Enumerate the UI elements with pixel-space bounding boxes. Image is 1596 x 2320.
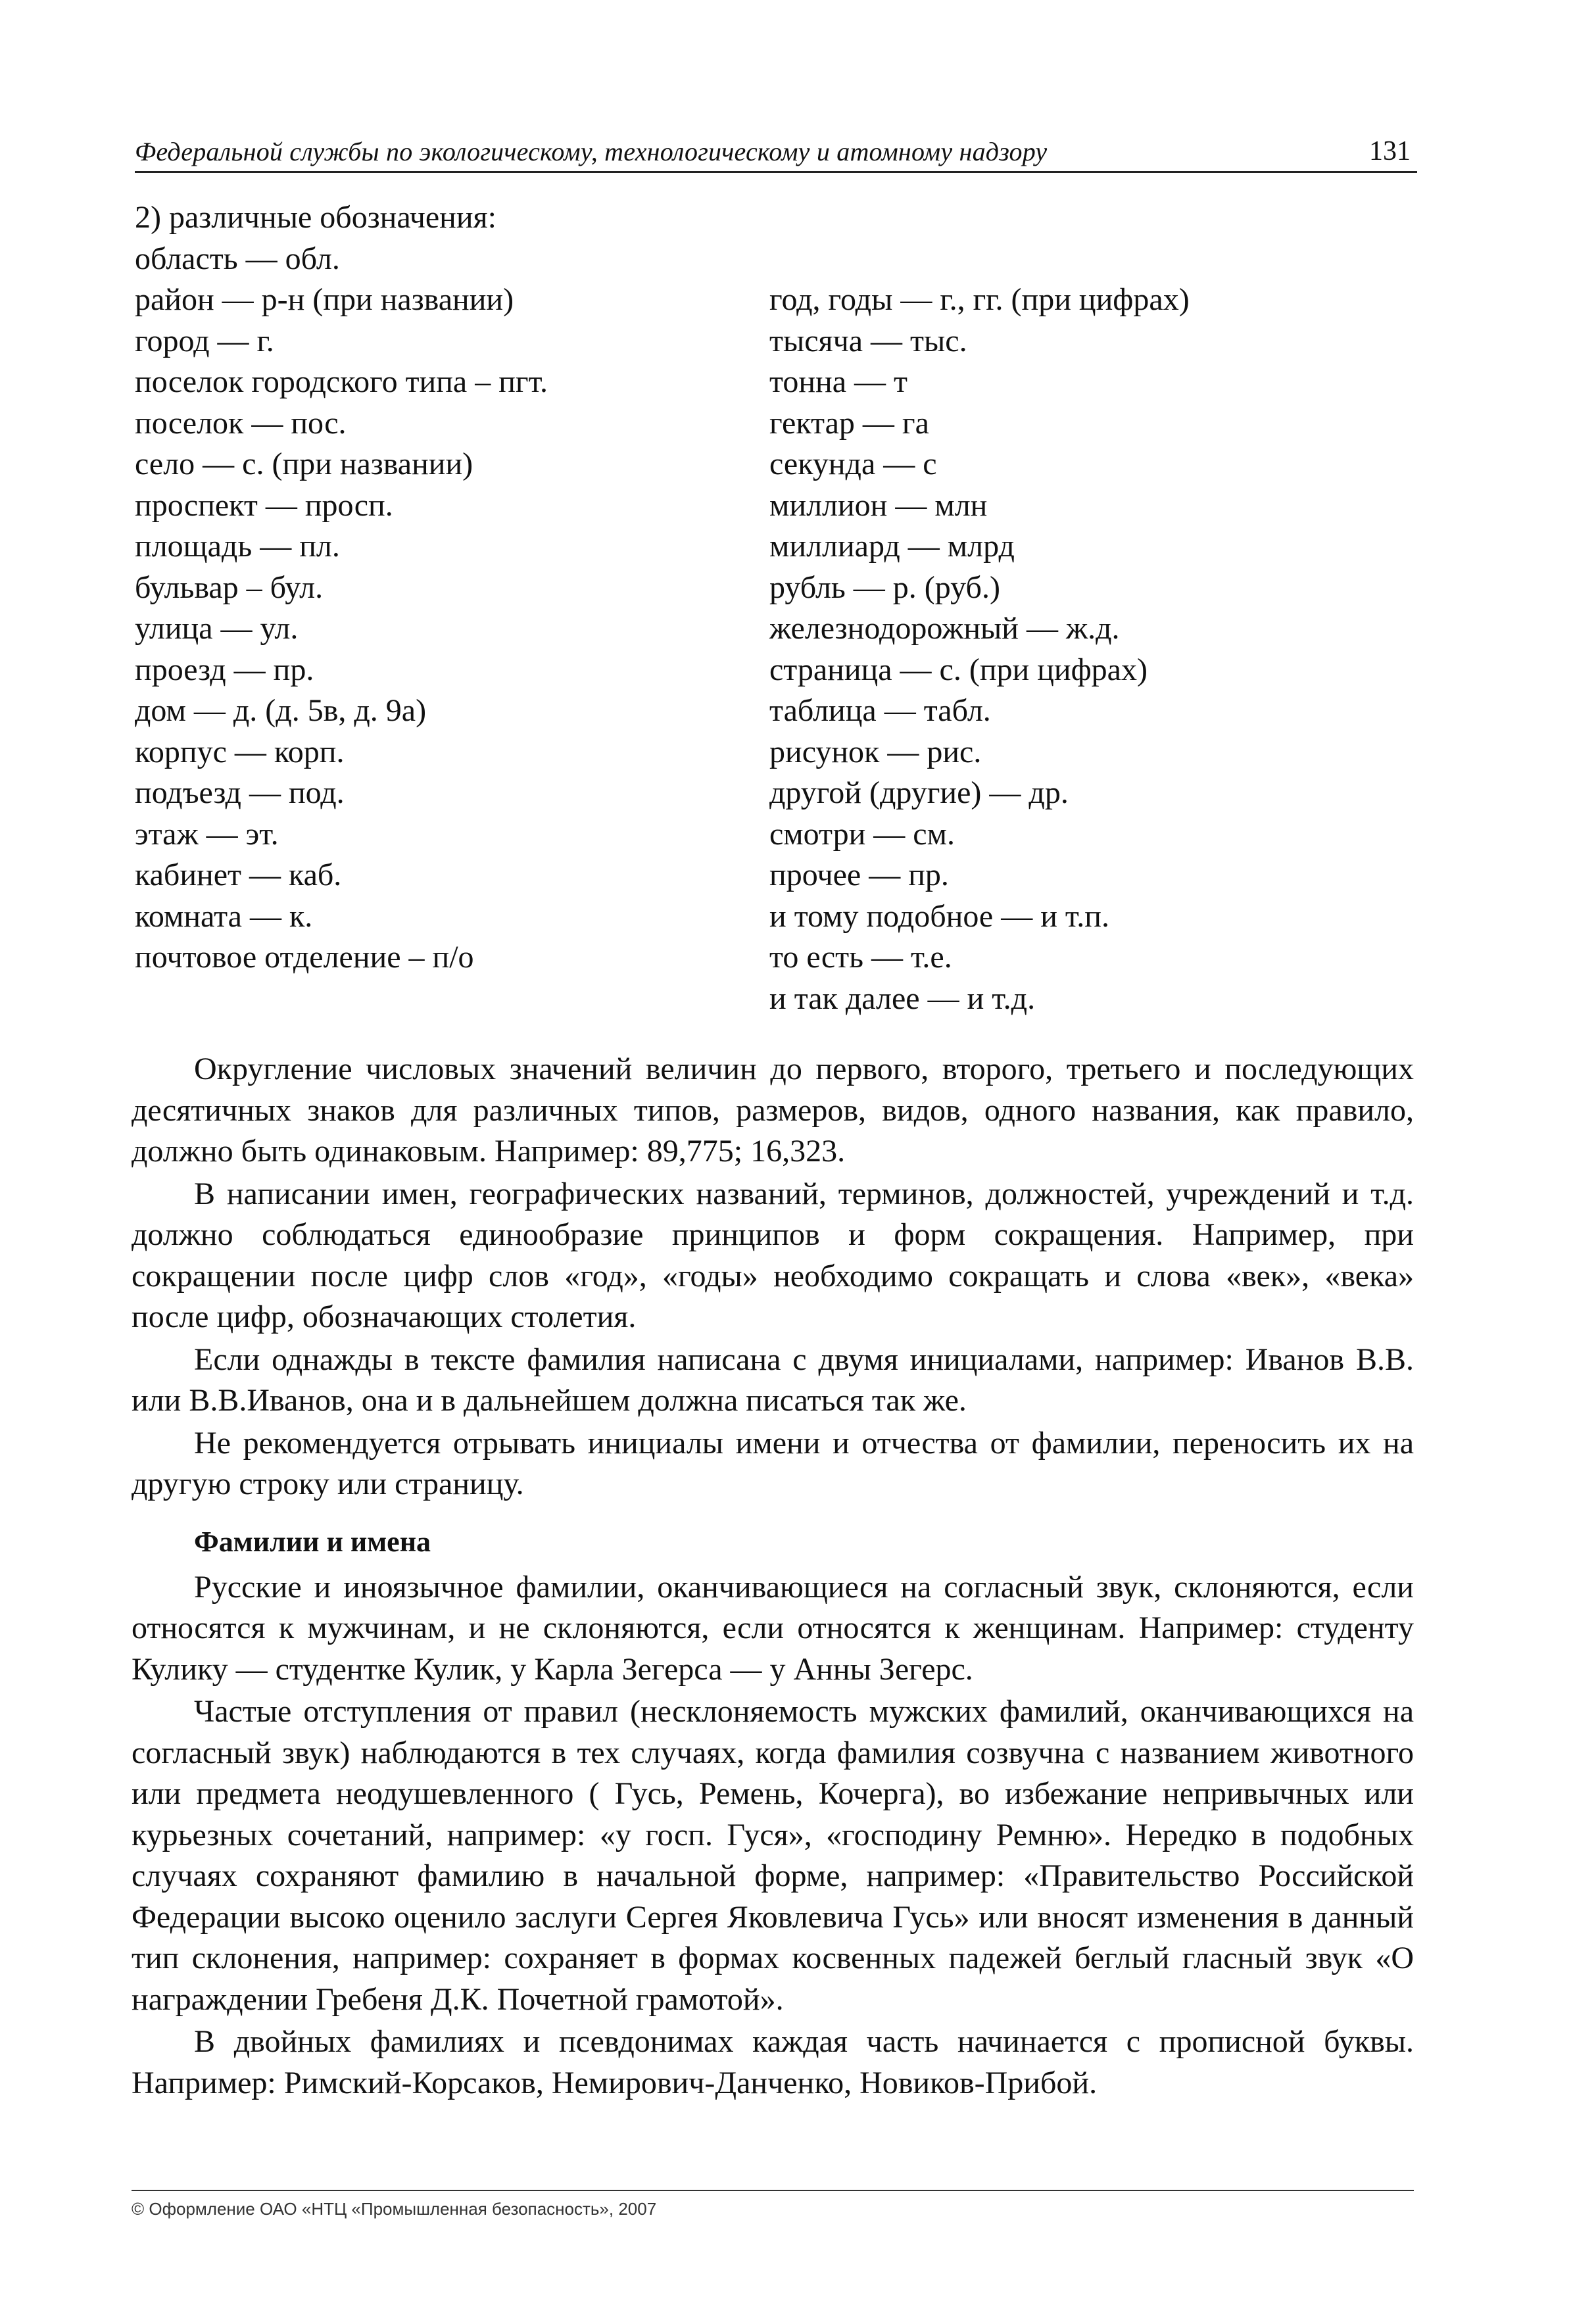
- list-item: дом — д. (д. 5в, д. 9а): [135, 693, 427, 728]
- list-item: прочее — пр.: [769, 858, 949, 892]
- list-heading: 2) различные обозначения:: [135, 200, 496, 235]
- list-item: страница — с. (при цифрах): [769, 652, 1148, 687]
- section-heading: Фамилии и имена: [194, 1525, 431, 1558]
- list-item: почтовое отделение – п/о: [135, 940, 474, 975]
- paragraph-double-surnames: В двойных фамилиях и псевдонимах каждая часть начинается с прописной буквы. Например: Римский-Корсаков, Немирович-Данченко, Новиков-Прибой.: [132, 2024, 1414, 2100]
- footer-copyright: © Оформление ОАО «НТЦ «Промышленная безопасность», 2007: [132, 2190, 1414, 2219]
- list-item: миллиард — млрд: [769, 529, 1015, 564]
- paragraph-rounding: Округление числовых значений величин до первого, второго, третьего и последующих десятичных знаков для различных типов, размеров, видов, одного названия, как правило, должно быть одинаковым. Например: 89,775; 16,323.: [132, 1051, 1414, 1169]
- list-item: улица — ул.: [135, 611, 299, 646]
- paragraph-surname-declension: Русские и иноязычное фамилии, оканчивающиеся на согласный звук, склоняются, если относятся к мужчинам, и не склоняются, если относятся к женщинам. Например: студенту Кулику — студентке Кулик, у Карла Зегерса — у Анны Зегерс.: [132, 1569, 1414, 1687]
- list-item: смотри — см.: [769, 816, 955, 852]
- list-item: таблица — табл.: [769, 693, 991, 728]
- list-item: проезд — пр.: [135, 652, 314, 687]
- abbreviation-column-right: [769, 279, 1190, 1019]
- list-item: проспект — просп.: [135, 487, 393, 523]
- list-item: этаж — эт.: [135, 816, 279, 852]
- list-item: кабинет — каб.: [135, 858, 342, 892]
- list-item: район — р-н (при названии): [135, 282, 514, 317]
- list-item: миллион — млн: [769, 487, 988, 523]
- list-item: железнодорожный — ж.д.: [769, 611, 1120, 646]
- list-item: гектар — га: [769, 405, 929, 441]
- list-item: другой (другие) — др.: [769, 775, 1069, 810]
- abbreviation-column-left: [135, 279, 548, 979]
- list-item: город — г.: [135, 323, 274, 358]
- list-item: то есть — т.е.: [769, 940, 952, 975]
- list-item: и тому подобное — и т.п.: [769, 898, 1109, 934]
- list-item: год, годы — г., гг. (при цифрах): [769, 282, 1190, 317]
- running-header: [135, 132, 1417, 173]
- list-item: рисунок — рис.: [769, 734, 982, 769]
- body-text: [132, 1049, 1414, 2105]
- paragraph-exceptions: Частые отступления от правил (несклоняемость мужских фамилий, оканчивающихся на согласный звук) наблюдаются в тех случаях, когда фамилия созвучна с названием животного или предмета неодушевленного ( Гусь, Ремень, Кочерга), во избежание непривычных или курьезных сочетаний, например: «у госп. Гуся», «господину Ремню». Нередко в подобных случаях сохраняют фамилию в начальной форме, например: «Правительство Российской Федерации высоко оценило заслуги Сергея Яковлевича Гусь» или вносят изменения в данный тип склонения, например: сохраняет в формах косвенных падежей беглый гласный звук «О награждении Гребеня Д.К. Почетной грамотой».: [132, 1694, 1414, 2017]
- list-item: поселок городского типа – пгт.: [135, 364, 548, 399]
- list-item: село — с. (при названии): [135, 447, 473, 481]
- list-item: поселок — пос.: [135, 405, 347, 441]
- list-item: секунда — с: [769, 447, 937, 481]
- paragraph-abbreviation-uniformity: В написании имен, географических названий, терминов, должностей, учреждений и т.д. должно соблюдаться единообразие принципов и форм сокращения. Например, при сокращении после цифр слов «год», «годы» необходимо сокращать и слова «век», «века» после цифр, обозначающих столетия.: [132, 1176, 1414, 1334]
- list-item: и так далее — и т.д.: [769, 980, 1036, 1016]
- list-item: площадь — пл.: [135, 529, 340, 564]
- list-item: тонна — т: [769, 364, 907, 399]
- list-item: комната — к.: [135, 898, 313, 934]
- list-item: область — обл.: [135, 241, 340, 276]
- page-number: 131: [1369, 136, 1411, 166]
- list-item: подъезд — под.: [135, 775, 345, 810]
- list-item: рубль — р. (руб.): [769, 569, 1000, 605]
- abbreviation-list-intro: [135, 197, 496, 279]
- list-item: корпус — корп.: [135, 734, 345, 769]
- header-title: Федеральной службы по экологическому, технологическому и атомному надзору: [135, 137, 1048, 166]
- paragraph-initials: Если однажды в тексте фамилия написана с двумя инициалами, например: Иванов В.В. или В.В.Иванов, она и в дальнейшем должна писаться так же.: [132, 1341, 1414, 1418]
- list-item: тысяча — тыс.: [769, 323, 967, 358]
- paragraph-initials-wrapping: Не рекомендуется отрывать инициалы имени и отчества от фамилии, переносить их на другую строку или страницу.: [132, 1425, 1414, 1501]
- list-item: бульвар – бул.: [135, 569, 324, 605]
